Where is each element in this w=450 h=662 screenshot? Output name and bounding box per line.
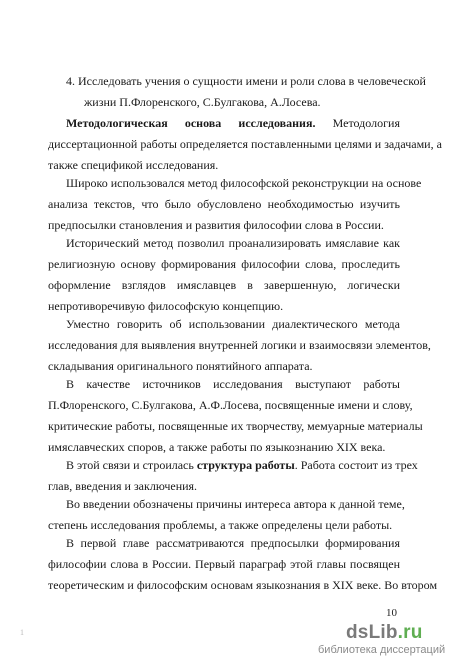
text-line: предпосылки становления и развития философии слова в России. xyxy=(48,218,384,232)
text-line: Во введении обозначены причины интереса автора к данной теме, xyxy=(66,497,405,511)
text-line: непротиворечивую философскую концепцию. xyxy=(48,299,284,313)
section-heading-methodology xyxy=(66,116,400,130)
text-fragment: . Работа состоит из трех xyxy=(294,458,418,472)
text-line: философии слова в России. Первый параграф этой главы посвящен xyxy=(48,557,400,571)
bold-heading: Методологическая основа исследования. xyxy=(66,116,316,130)
text-line: анализа текстов, что было обусловлено необходимостью изучить xyxy=(48,197,400,211)
margin-mark: 1 xyxy=(20,628,24,637)
text-line: критические работы, посвященные их творчеству, мемуарные материалы xyxy=(48,419,423,433)
text-line: диссертационной работы определяется поставленными целями и задачами, а xyxy=(48,137,442,151)
text-line: В качестве источников исследования выступают работы xyxy=(66,377,400,391)
text-line: Исторический метод позволил проанализировать имяславие как xyxy=(66,236,400,250)
text-line: религиозную основу формирования философии слова, проследить xyxy=(48,257,400,271)
text-line: также спецификой исследования. xyxy=(48,158,219,172)
text-fragment: В этой связи и строилась xyxy=(66,458,197,472)
text-line: В первой главе рассматриваются предпосылки формирования xyxy=(66,536,400,550)
list-item-4: 4. Исследовать учения о сущности имени и роли слова в человеческой xyxy=(66,74,426,88)
text-line: имяславческих споров, а также работы по языкознанию XIX века. xyxy=(48,440,386,454)
watermark-logo xyxy=(346,622,423,644)
structure-paragraph xyxy=(66,458,418,472)
text-line: степень исследования проблемы, а также определены цели работы. xyxy=(48,518,393,532)
bold-term: структура работы xyxy=(196,458,295,472)
text-line: теоретическим и философским основам языкознания в XIX веке. Во втором xyxy=(48,578,438,592)
text-line: глав, введения и заключения. xyxy=(48,479,198,493)
text-line: Уместно говорить об использовании диалектического метода xyxy=(66,317,400,331)
text-line: оформление взглядов имяславцев в завершенную, логически xyxy=(48,278,400,292)
text-line: жизни П.Флоренского, С.Булгакова, А.Лосева. xyxy=(84,95,321,109)
text-line: складывания оригинального понятийного аппарата. xyxy=(48,359,313,373)
logo-main: dsLib xyxy=(346,622,398,643)
logo-domain: .ru xyxy=(397,622,423,643)
text-line: Широко использовался метод философской реконструкции на основе xyxy=(66,176,422,190)
text-fragment: Методология xyxy=(315,116,400,130)
text-line: исследования для выявления внутренней логики и взаимосвязи элементов, xyxy=(48,338,431,352)
text-line: П.Флоренского, С.Булгакова, А.Ф.Лосева, посвященные имени и слову, xyxy=(48,398,413,412)
watermark-subtitle: библиотека диссертаций xyxy=(318,644,446,656)
page-number: 10 xyxy=(386,607,397,619)
